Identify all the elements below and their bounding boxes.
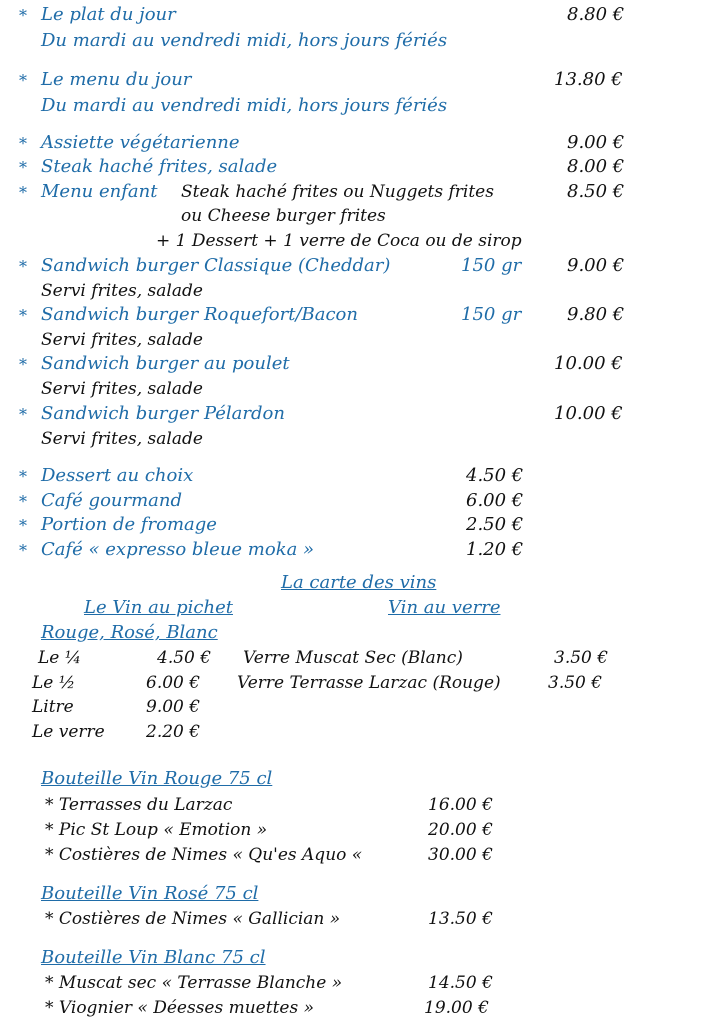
item-name: Sandwich burger au poulet xyxy=(41,353,290,374)
bullet-icon: * xyxy=(19,71,27,90)
item-price: 10.00 € xyxy=(554,353,623,374)
kids-menu-desc: Steak haché frites ou Nuggets frites xyxy=(181,182,494,202)
bullet-icon: * xyxy=(19,516,27,535)
bullet-icon: * xyxy=(19,134,27,153)
item-note: Servi frites, salade xyxy=(41,281,203,301)
bullet-icon: * xyxy=(19,467,27,486)
item-name: Sandwich burger Pélardon xyxy=(41,403,285,424)
pitcher-price: 9.00 € xyxy=(146,697,201,717)
item-name: Steak haché frites, salade xyxy=(41,156,278,177)
pitcher-label: Le verre xyxy=(32,722,105,742)
bottle-price: 14.50 € xyxy=(428,973,493,993)
pitcher-title: Le Vin au pichet xyxy=(84,597,233,618)
item-name: Sandwich burger Classique (Cheddar) xyxy=(41,255,391,276)
bullet-icon: * xyxy=(19,183,27,202)
glass-label: Verre Muscat Sec (Blanc) xyxy=(243,648,463,668)
bullet-icon: * xyxy=(19,355,27,374)
item-name: Assiette végétarienne xyxy=(41,132,240,153)
bullet-icon: * xyxy=(19,306,27,325)
item-note: Du mardi au vendredi midi, hors jours fériés xyxy=(41,30,448,51)
bullet-icon: * xyxy=(19,541,27,560)
item-price: 9.00 € xyxy=(567,132,625,153)
pitcher-price: 4.50 € xyxy=(157,648,212,668)
item-name: Sandwich burger Roquefort/Bacon xyxy=(41,304,358,325)
item-name: Café gourmand xyxy=(41,490,183,511)
item-name: Le plat du jour xyxy=(41,4,176,25)
bottle-price: 16.00 € xyxy=(428,795,493,815)
glass-title: Vin au verre xyxy=(388,597,501,618)
bottle-title: Bouteille Vin Rosé 75 cl xyxy=(41,883,259,904)
item-price: 6.00 € xyxy=(466,490,524,511)
item-price: 8.80 € xyxy=(567,4,625,25)
item-price: 10.00 € xyxy=(554,403,623,424)
item-note: Servi frites, salade xyxy=(41,330,203,350)
bullet-icon: * xyxy=(19,257,27,276)
pitcher-price: 2.20 € xyxy=(146,722,201,742)
bottle-name: * Viognier « Déesses muettes » xyxy=(45,998,314,1018)
bottle-name: * Terrasses du Larzac xyxy=(45,795,233,815)
item-price: 8.00 € xyxy=(567,156,625,177)
item-note: Du mardi au vendredi midi, hors jours fériés xyxy=(41,95,448,116)
pitcher-label: Litre xyxy=(32,697,74,717)
item-price: 2.50 € xyxy=(466,514,524,535)
bottle-title: Bouteille Vin Blanc 75 cl xyxy=(41,947,266,968)
bottle-price: 30.00 € xyxy=(428,845,493,865)
item-weight: 150 gr xyxy=(461,255,522,276)
bottle-name: * Costières de Nimes « Qu'es Aquo « xyxy=(45,845,363,865)
bottle-price: 13.50 € xyxy=(428,909,493,929)
bottle-name: * Muscat sec « Terrasse Blanche » xyxy=(45,973,343,993)
item-name: Dessert au choix xyxy=(41,465,194,486)
glass-label: Verre Terrasse Larzac (Rouge) xyxy=(237,673,501,693)
bottle-price: 20.00 € xyxy=(428,820,493,840)
pitcher-label: Le ¼ xyxy=(38,648,82,668)
bullet-icon: * xyxy=(19,158,27,177)
pitcher-colors: Rouge, Rosé, Blanc xyxy=(41,622,218,643)
item-price: 9.00 € xyxy=(567,255,625,276)
pitcher-label: Le ½ xyxy=(32,673,76,693)
item-price: 4.50 € xyxy=(466,465,524,486)
item-price: 9.80 € xyxy=(567,304,625,325)
item-name: Portion de fromage xyxy=(41,514,217,535)
item-note: Servi frites, salade xyxy=(41,379,203,399)
kids-menu-name: Menu enfant xyxy=(41,181,158,202)
item-name: Café « expresso bleue moka » xyxy=(41,539,315,560)
bullet-icon: * xyxy=(19,492,27,511)
item-price: 8.50 € xyxy=(567,181,625,202)
item-note: Servi frites, salade xyxy=(41,429,203,449)
glass-price: 3.50 € xyxy=(554,648,609,668)
item-price: 1.20 € xyxy=(466,539,524,560)
wine-title: La carte des vins xyxy=(281,572,437,593)
bottle-name: * Pic St Loup « Emotion » xyxy=(45,820,268,840)
item-weight: 150 gr xyxy=(461,304,522,325)
pitcher-price: 6.00 € xyxy=(146,673,201,693)
bottle-title: Bouteille Vin Rouge 75 cl xyxy=(41,768,273,789)
bullet-icon: * xyxy=(19,6,27,25)
kids-menu-desc: ou Cheese burger frites xyxy=(181,206,386,226)
bottle-price: 19.00 € xyxy=(424,998,489,1018)
bottle-name: * Costières de Nimes « Gallician » xyxy=(45,909,341,929)
glass-price: 3.50 € xyxy=(548,673,603,693)
item-price: 13.80 € xyxy=(554,69,623,90)
item-name: Le menu du jour xyxy=(41,69,192,90)
bullet-icon: * xyxy=(19,405,27,424)
kids-menu-desc: + 1 Dessert + 1 verre de Coca ou de sirop xyxy=(156,231,522,251)
